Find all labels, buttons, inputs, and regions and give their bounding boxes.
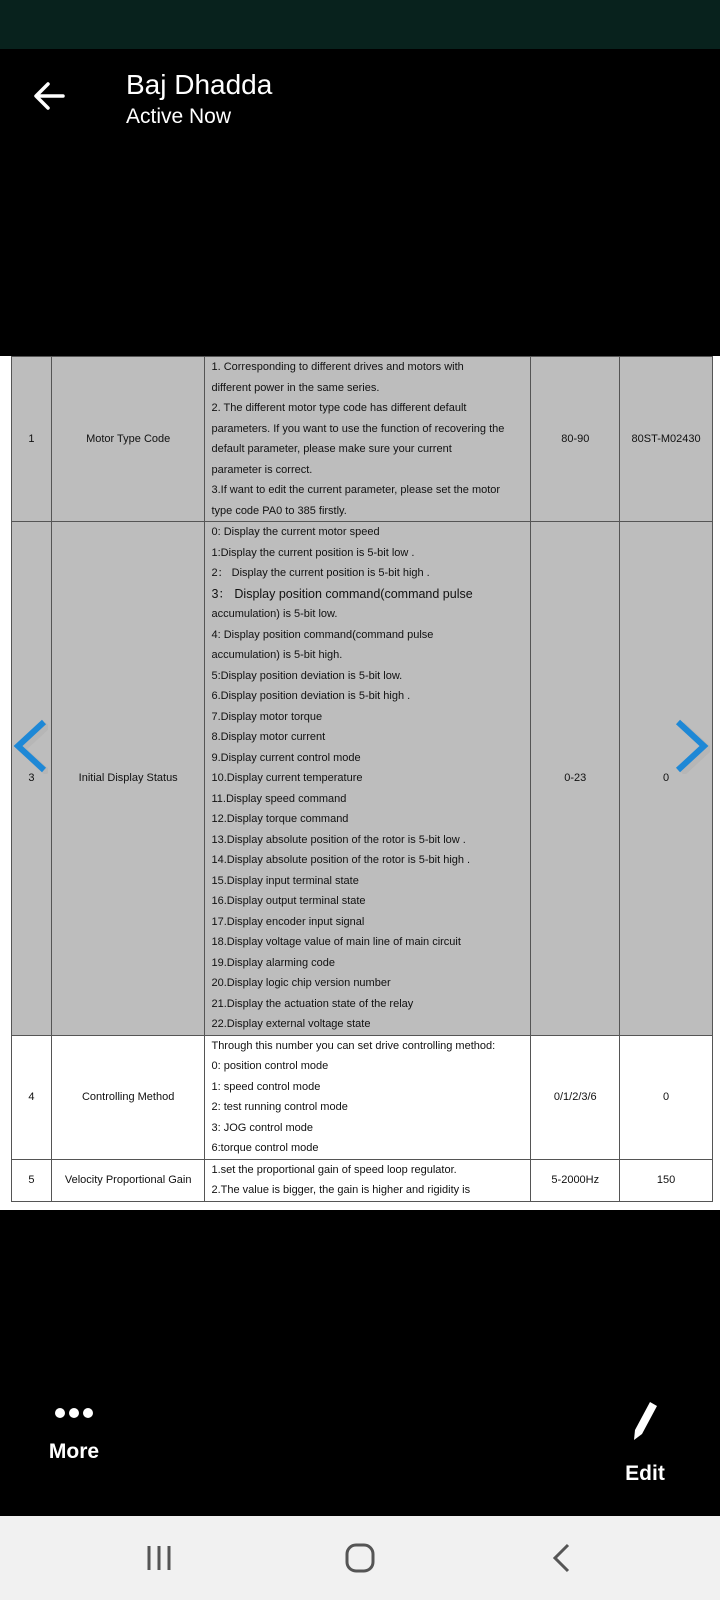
description-line: 3.If want to edit the current parameter, please set the motor: [211, 484, 501, 496]
description-line: 2： Display the current position is 5-bit high .: [211, 567, 430, 579]
more-label: More: [48, 1440, 100, 1463]
recent-apps-button[interactable]: [134, 1536, 184, 1580]
parameter-default: 0: [620, 522, 713, 1036]
contact-name[interactable]: Baj Dhadda: [126, 69, 273, 100]
description-line: 1. Corresponding to different drives and motors with: [211, 361, 464, 373]
description-line: different power in the same series.: [211, 381, 380, 394]
table-row: [12, 1035, 713, 1159]
row-number: 3: [12, 522, 52, 1036]
description-line: 3: JOG control mode: [211, 1121, 313, 1134]
parameter-default: 80ST-M02430: [620, 357, 713, 522]
description-line: 2: test running control mode: [211, 1101, 348, 1113]
description-line: parameters. If you want to use the function of recovering the: [211, 422, 505, 435]
description-line: 21.Display the actuation state of the relay: [211, 997, 414, 1010]
back-arrow-icon: [33, 82, 65, 110]
back-button[interactable]: [26, 73, 72, 119]
chevron-left-icon: [12, 718, 48, 774]
edit-button[interactable]: [605, 1400, 685, 1486]
next-image-button[interactable]: [672, 716, 712, 776]
chat-header: [0, 49, 720, 149]
row-number: 5: [12, 1159, 52, 1201]
image-viewer[interactable]: [0, 356, 720, 1210]
description-line: 0: Display the current motor speed: [211, 526, 380, 538]
description-line: 7.Display motor torque: [211, 710, 323, 723]
description-line: 9.Display current control mode: [211, 751, 361, 764]
description-line: 6:torque control mode: [211, 1142, 319, 1154]
description-line: 1: speed control mode: [211, 1080, 321, 1093]
description-line: 18.Display voltage value of main line of main circuit: [211, 936, 461, 948]
parameter-description: [205, 522, 531, 1036]
description-line: 2.The value is bigger, the gain is higher and rigidity is: [211, 1184, 471, 1196]
description-line: 13.Display absolute position of the rotor is 5-bit low .: [211, 833, 466, 846]
contact-status: Active Now: [126, 105, 232, 128]
description-line: 15.Display input terminal state: [211, 874, 359, 887]
description-line: 1:Display the current position is 5-bit low .: [211, 546, 415, 559]
description-line: 3： Display position command(command pulse: [211, 586, 473, 601]
row-number: 1: [12, 357, 52, 522]
parameter-name: Velocity Proportional Gain: [51, 1159, 205, 1201]
parameter-name: Controlling Method: [51, 1035, 205, 1159]
parameter-default: 150: [620, 1159, 713, 1201]
description-line: accumulation) is 5-bit low.: [211, 608, 338, 620]
status-bar: [0, 0, 720, 49]
system-navigation-bar: [0, 1516, 720, 1600]
description-line: default parameter, please make sure your current: [211, 443, 452, 455]
system-back-button[interactable]: [536, 1536, 586, 1580]
parameter-description: [205, 1159, 531, 1201]
parameter-range: 5-2000Hz: [531, 1159, 620, 1201]
pencil-icon: [630, 1400, 660, 1442]
parameter-name: Initial Display Status: [51, 522, 205, 1036]
parameter-range: 80-90: [531, 357, 620, 522]
parameter-description: [205, 1035, 531, 1159]
description-line: 6.Display position deviation is 5-bit high .: [211, 690, 411, 702]
recent-apps-icon: [144, 1543, 174, 1573]
table-row: [12, 357, 713, 522]
parameter-range: 0-23: [531, 522, 620, 1036]
description-line: 14.Display absolute position of the rotor is 5-bit high .: [211, 854, 471, 866]
description-line: accumulation) is 5-bit high.: [211, 649, 343, 661]
table-row: [12, 1159, 713, 1201]
description-line: 10.Display current temperature: [211, 772, 363, 784]
previous-image-button[interactable]: [10, 716, 50, 776]
description-line: 19.Display alarming code: [211, 956, 335, 969]
parameter-description: [205, 357, 531, 522]
edit-label: Edit: [625, 1462, 665, 1485]
home-icon: [344, 1542, 376, 1574]
description-line: 17.Display encoder input signal: [211, 915, 365, 928]
description-line: type code PA0 to 385 firstly.: [211, 504, 347, 517]
system-back-icon: [550, 1542, 572, 1574]
description-line: 12.Display torque command: [211, 813, 349, 825]
more-button[interactable]: [34, 1406, 114, 1464]
description-line: 2. The different motor type code has different default: [211, 402, 467, 414]
description-line: 0: position control mode: [211, 1060, 329, 1072]
description-line: 16.Display output terminal state: [211, 895, 366, 907]
home-button[interactable]: [335, 1536, 385, 1580]
description-line: 5:Display position deviation is 5-bit low.: [211, 669, 403, 682]
description-line: 22.Display external voltage state: [211, 1018, 371, 1030]
row-number: 4: [12, 1035, 52, 1159]
parameter-table: [11, 356, 713, 1202]
chevron-right-icon: [674, 718, 710, 774]
parameter-default: 0: [620, 1035, 713, 1159]
description-line: 20.Display logic chip version number: [211, 977, 391, 989]
description-line: 11.Display speed command: [211, 792, 347, 805]
description-line: Through this number you can set drive controlling method:: [211, 1039, 496, 1052]
parameter-name: Motor Type Code: [51, 357, 205, 522]
description-line: 8.Display motor current: [211, 731, 326, 743]
table-row: [12, 522, 713, 1036]
description-line: 1.set the proportional gain of speed loop regulator.: [211, 1163, 457, 1176]
description-line: 4: Display position command(command pulse: [211, 628, 434, 641]
more-dots-icon: [54, 1406, 94, 1420]
description-line: parameter is correct.: [211, 463, 313, 476]
parameter-range: 0/1/2/3/6: [531, 1035, 620, 1159]
